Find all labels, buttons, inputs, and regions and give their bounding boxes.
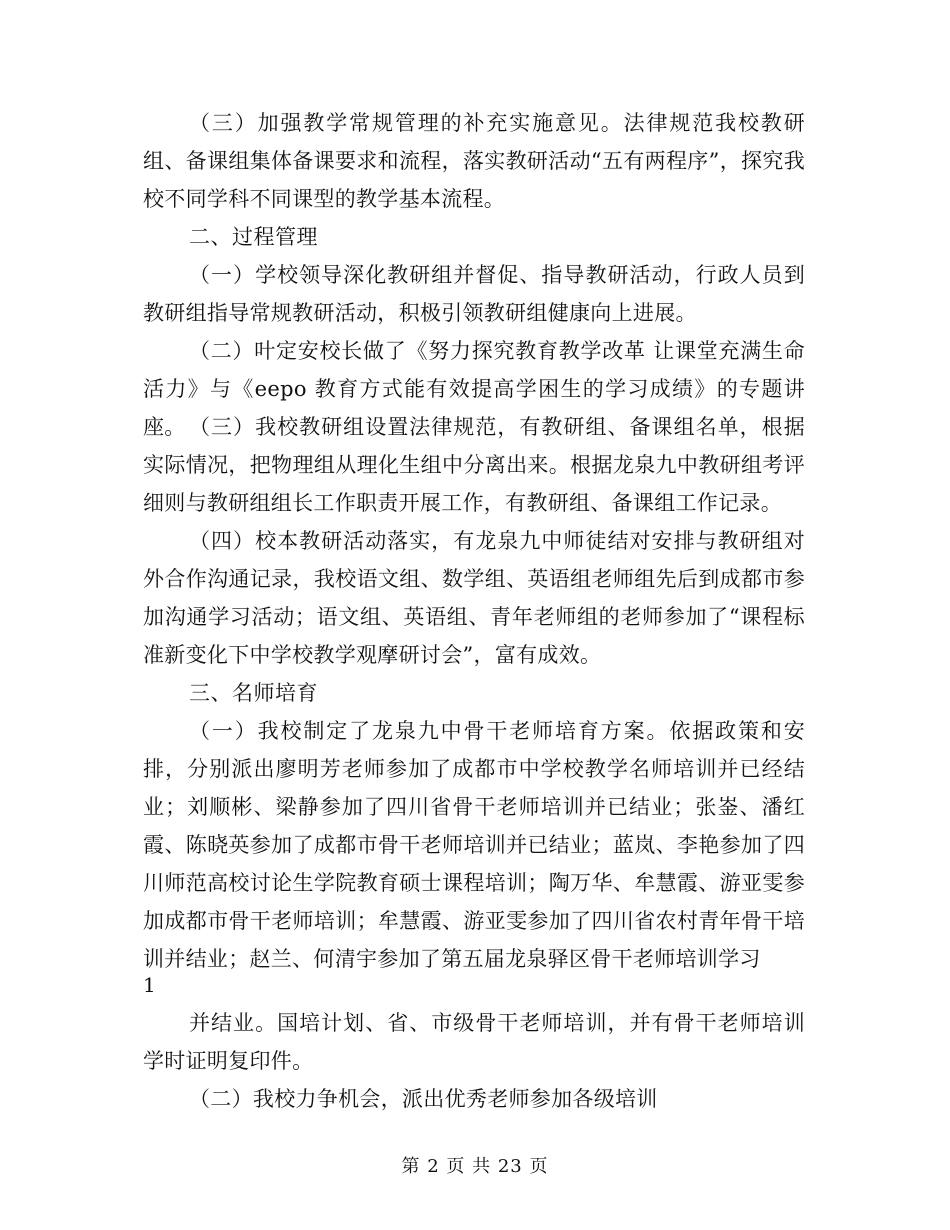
page-number-footer: 第 2 页 共 23 页 bbox=[401, 1156, 549, 1177]
section-heading-teacher-training: 三、名师培育 bbox=[189, 681, 318, 705]
paragraph-training-certificates: 并结业。国培计划、省、市级骨干老师培训，并有骨干老师培训学时证明复印件。 bbox=[143, 1011, 805, 1073]
page-break-marker: 1 bbox=[143, 973, 156, 997]
paragraph-backbone-teacher-plan: （一）我校制定了龙泉九中骨干老师培育方案。依据政策和安排，分别派出廖明芳老师参加了成都市中学校教学名师培训并已经结业；刘顺彬、梁静参加了四川省骨干老师培训并已结业；张崟、潘红霞、陈晓英参加了成都市骨干老师培训并已结业；蓝岚、李艳参加了四川师范高校讨论生学院教育硕士课程培训；陶万华、牟慧霞、游亚雯参加成都市骨干老师培训；牟慧霞、游亚雯参加了四川省农村青年骨干培训并结业；赵兰、何清宇参加了第五届龙泉驿区骨干老师培训学习 bbox=[143, 719, 805, 971]
section-heading-process-management: 二、过程管理 bbox=[189, 225, 318, 249]
paragraph-training-opportunities: （二）我校力争机会，派出优秀老师参加各级培训 bbox=[189, 1087, 658, 1111]
paragraph-principal-lecture: （二）叶定安校长做了《努力探究教育教学改革 让课堂充满生命活力》与《eepo 教育方式能有效提高学困生的学习成绩》的专题讲座。 bbox=[143, 339, 805, 439]
paragraph-school-based-research: （四）校本教研活动落实，有龙泉九中师徒结对安排与教研组对外合作沟通记录，我校语文组、数学组、英语组老师组先后到成都市参加沟通学习活动；语文组、英语组、青年老师组的老师参加了“课程标准新变化下中学校教学观摩研讨会”，富有成效。 bbox=[143, 529, 805, 667]
paragraph-leadership-guidance: （一）学校领导深化教研组并督促、指导教研活动，行政人员到教研组指导常规教研活动，积极引领教研组健康向上进展。 bbox=[143, 263, 805, 325]
paragraph-research-group-setup: （三）我校教研组设置法律规范，有教研组、备课组名单，根据实际情况，把物理组从理化生组中分离出来。根据龙泉九中教研组考评细则与教研组组长工作职责开展工作，有教研组、备课组工作记录。 bbox=[143, 415, 805, 515]
paragraph-routine-management: （三）加强教学常规管理的补充实施意见。法律规范我校教研组、备课组集体备课要求和流程，落实教研活动“五有两程序”，探究我校不同学科不同课型的教学基本流程。 bbox=[143, 111, 805, 211]
